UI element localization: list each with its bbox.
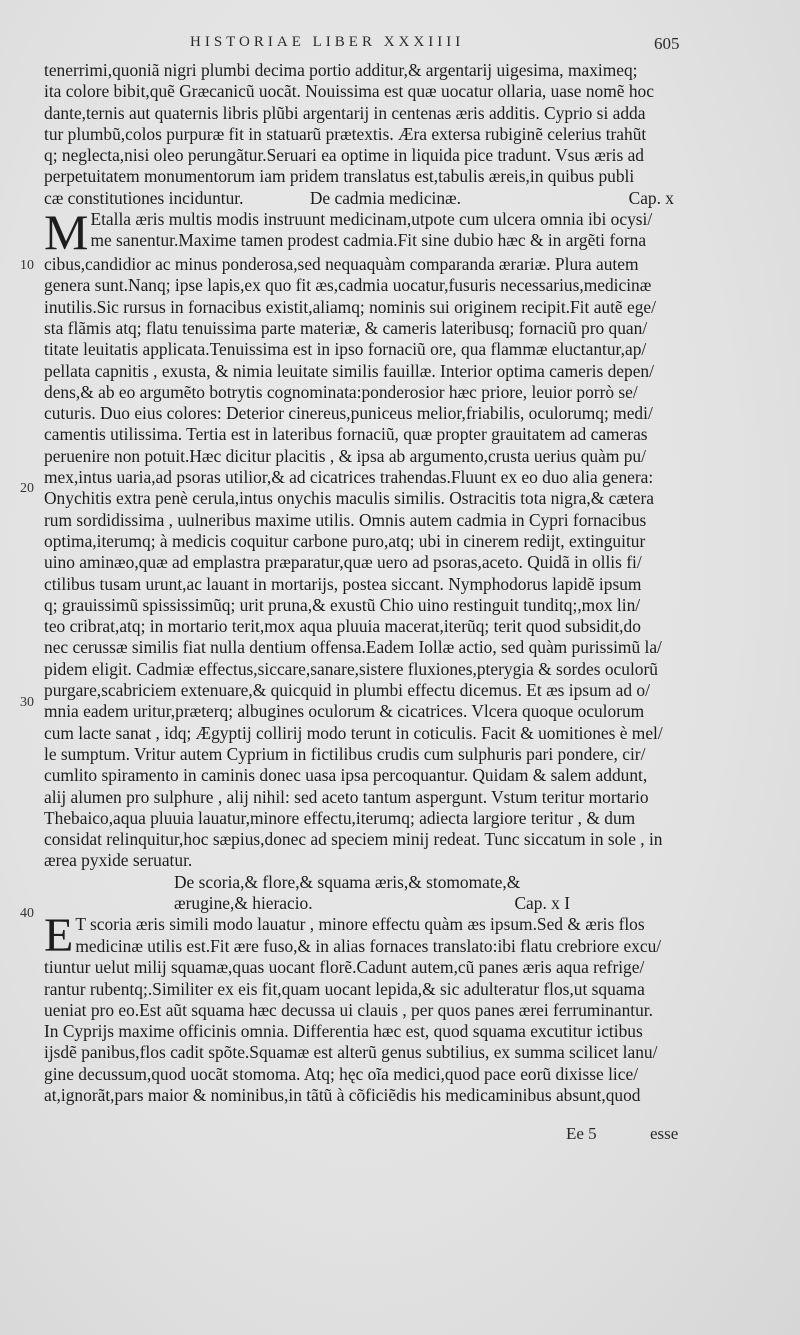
paragraph-dropcap [44, 204, 680, 261]
text-line: rum sordidissima , uulneribus maxime utilis. Omnis autem cadmia in Cypri fornacibus [44, 509, 647, 530]
chapter-heading-x [44, 188, 680, 209]
line-number-40: 40 [20, 906, 34, 921]
chapter-heading-xi-line2 [44, 893, 680, 914]
text-line: cuturis. Duo eius colores: Deterior cinereus,puniceus melior,friabilis, oculorumq; medi/ [44, 403, 653, 424]
text-line: genera sunt.Nanq; ipse lapis,ex quo fit æs,cadmia uocatur,fusuris necessarius,medicinæ [44, 275, 652, 296]
text-line: mex,intus uaria,ad psoras utilior,& ad cicatrices trahendas.Fluunt ex eo duo alia genera: [44, 467, 654, 488]
text-line: tenerrimi,quoniã nigri plumbi decima portio additur,& argentarij uigesima, maximeq; [44, 60, 638, 80]
text-line: le sumptum. Vritur autem Cyprium in fictilibus crudis cum sulphuris pari pondere, cir/ [44, 743, 646, 764]
text-line: camentis utilissima. Tertia est in lateribus fornaciũ, quæ propter grauitatem ad cameras [44, 424, 648, 445]
text-line: ita colore bibit,quẽ Græcanicũ uocãt. Nouissima est quæ uocatur ollaria, uase nomẽ hoc [44, 81, 654, 102]
text-line: at,ignorãt,pars maior & nominibus,in tãtũ à cõficiẽdis his medicaminibus absunt,quod [44, 1085, 641, 1106]
text-line: titate leuitatis applicata.Tenuissima est in ipso fornaciũ ore, qua flammæ eluctantur,ap/ [44, 339, 647, 360]
drop-capital: M [44, 204, 89, 261]
text-line: rantur rubentq;.Similiter ex eis fit,quam uocant lepida,& sic adulteratur flos,ut squama [44, 978, 645, 999]
text-line: cumlito spiramento in caminis donec uasa ipsa percoquantur. Quidam & salem addunt, [44, 765, 648, 786]
text-line: Thebaico,aqua pluuia lauatur,minore effectu,iterumq; adiecta largiore teritur , & dum [44, 807, 636, 828]
page-number: 605 [654, 34, 680, 53]
drop-capital: E [44, 909, 74, 963]
text-line: Etalla æris multis modis instruunt medicinam,utpote cum ulcera omnia ibi ocysi/ [90, 209, 653, 230]
chapter-number: Cap. x I [514, 892, 570, 913]
text-line: gine decussum,quod uocãt stomoma. Atq; hęc oĩa medici,quod pace eorũ dixisse lice/ [44, 1063, 639, 1084]
text-line: Onychitis extra penè cerula,intus onychis maculis similis. Ostracitis tota nigra,& cætera [44, 488, 654, 509]
text-line: nec cerussæ similis fiat nulla dentium offensa.Eadem Iollæ actio, sed quàm purissimũ la/ [44, 637, 662, 658]
text-line: q; grauissimũ spississimũq; urit pruna,& exustũ Chio uino restinguit tunditq;,mox lin/ [44, 594, 641, 615]
text-line: peruenire non potuit.Hæc dicitur placitis , & ipsa ab argumento,crusta uerius quàm pu/ [44, 445, 646, 466]
chapter-title: De cadmia medicinæ. [309, 187, 462, 208]
text-line: me sanentur.Maxime tamen prodest cadmia.Fit sine dubio hæc & in argẽti forna [90, 230, 647, 251]
text-line: ueniat pro eo.Est aũt squama hæc decussa ui clauis , per quos panes ærei ferruminantur. [44, 999, 653, 1020]
text-line: optima,iterumq; à medicis coquitur carbone puro,atq; ubi in cinerem redijt, extinguitur [44, 530, 646, 551]
running-head: HISTORIAE LIBER XXXIIII [190, 34, 465, 50]
chapter-number: Cap. x [628, 187, 674, 208]
text-line: uino aminæo,quæ ad emplastra præparatur,quæ uero ad psoras,aceto. Quidã in ollis fi/ [44, 552, 642, 573]
text-line: dante,ternis aut quaternis libris plũbi argentarij in centenas æris additis. Cyprio si adda [44, 102, 646, 123]
text-line: In Cyprijs maxime officinis omnia. Differentia hæc est, quod squama excutitur ictibus [44, 1021, 643, 1042]
text-line: ijsdẽ panibus,flos cadit spõte.Squamæ est alterũ genus subtilius, ex summa scilicet lanu/ [44, 1042, 658, 1063]
text-line: pellata capnitis , exusta, & nimia leuitate similis fauillæ. Interior optima cameris depen/ [44, 360, 654, 381]
line-number-30: 30 [20, 695, 34, 710]
text-line: tiuntur uelut milij squamæ,quas uocant florẽ.Cadunt autem,cũ panes æris aqua refrige/ [44, 957, 645, 978]
body-text [44, 60, 680, 1106]
text-line: considat relinquitur,hoc sæpius,donec ad speciem minij redeat. Tunc siccatum in sole , in [44, 829, 663, 850]
text-line: alij alumen pro sulphure , alij nihil: sed aceto tantum aspergunt. Vstum teritur mortario [44, 786, 649, 807]
text-line-end: cæ constitutiones inciduntur. [44, 187, 244, 208]
signature-mark: Ee 5 [566, 1124, 597, 1143]
text-line: ærea pyxide seruatur. [44, 850, 193, 871]
text-line: T scoria æris simili modo lauatur , minore effectu quàm æs ipsum.Sed & æris flos [75, 914, 645, 935]
text-line: perpetuitatem monumentorum iam pridem translatus est,tabulis æreis,in quibus publi [44, 166, 635, 187]
chapter-heading-xi-line1: De scoria,& flore,& squama æris,& stomomate,& [174, 871, 521, 892]
line-number-10: 10 [20, 258, 34, 273]
chapter-title: ærugine,& hieracio. [174, 892, 313, 913]
text-line: sta flãmis atq; flatu tenuissima parte materiæ, & cameris lateribusq; fornaciũ pro quan/ [44, 317, 648, 338]
text-line: inutilis.Sic rursus in fornacibus existit,aliamq; nominis sui originem recipit.Fit autẽ ege/ [44, 296, 656, 317]
text-line: purgare,scabriciem extenuare,& quicquid in plumbi effectu dicemus. Et æs ipsum ad o/ [44, 680, 650, 701]
text-line: pidem eligit. Cadmiæ effectus,siccare,sanare,sistere fluxiones,pterygia & sordes oculorũ [44, 658, 658, 679]
text-line: dens,& ab eo argumẽto botrytis cognominata:ponderosior hæc priore, leuior porrò se/ [44, 381, 638, 402]
text-line: cibus,candidior ac minus ponderosa,sed nequaquàm comparanda ærariæ. Plura autem [44, 254, 639, 275]
text-line: mnia eadem uritur,præterq; albugines oculorum & cicatrices. Vlcera quoque oculorum [44, 701, 645, 722]
text-line: teo cribrat,atq; in mortario terit,mox aqua pluuia macerat,iterũq; terit quod subsidit,do [44, 616, 641, 637]
catchword: esse [650, 1124, 679, 1143]
text-line: q; neglecta,nisi oleo perungãtur.Seruari ea optime in liquida pice tradunt. Vsus æris ad [44, 145, 644, 166]
paragraph-dropcap [44, 909, 680, 963]
text-line: tur plumbũ,colos purpuræ fit in statuarũ prætextis. Æra extersa rubiginẽ celerius trahũt [44, 123, 647, 144]
line-number-20: 20 [20, 481, 34, 496]
text-line: ctilibus tusam urunt,ac lauant in mortarijs, postea siccant. Nymphodorus lapidẽ ipsum [44, 573, 642, 594]
text-line: cum lacte sanat , idq; Ægyptij collirij modo terunt in coticulis. Facit & uomitiones è mel/ [44, 722, 663, 743]
text-line: medicinæ utilis est.Fit ære fuso,& in alias fornaces translato:ibi flatu crebriore excu/ [75, 935, 662, 956]
